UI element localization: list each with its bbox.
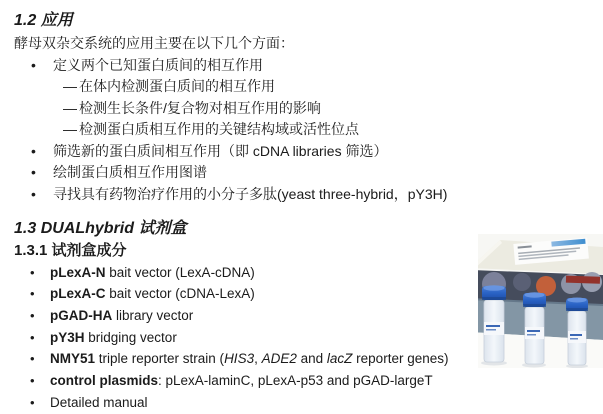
list-item-text xyxy=(53,184,447,206)
bullet-marker: • xyxy=(30,373,35,389)
list-item-text xyxy=(50,262,255,284)
vial-label xyxy=(568,331,586,343)
list-item xyxy=(14,392,596,414)
list-item-text xyxy=(50,370,433,392)
text-segment: 在体内检测蛋白质间的相互作用 xyxy=(79,78,275,95)
list-item xyxy=(14,119,596,141)
application-bullet-list xyxy=(14,55,596,206)
text-segment: 寻找具有药物治疗作用的小分子多肽(yeast three-hybrid，pY3H) xyxy=(53,186,448,203)
vial-3 xyxy=(566,298,588,366)
bullet-marker: — xyxy=(63,121,77,138)
text-segment: ADE2 xyxy=(261,351,297,367)
vial-2 xyxy=(523,292,546,364)
list-item-text xyxy=(50,392,148,414)
bullet-marker: • xyxy=(30,286,35,302)
text-segment: triple reporter strain ( xyxy=(95,351,225,367)
list-item-text xyxy=(50,327,177,349)
list-item-text xyxy=(50,305,193,327)
text-segment: lacZ xyxy=(326,351,353,367)
text-segment: bait vector (LexA-cDNA) xyxy=(105,264,255,280)
list-item-text xyxy=(79,76,275,98)
text-segment: HIS3 xyxy=(224,351,255,367)
text-segment: NMY51 xyxy=(50,351,96,367)
bullet-marker: • xyxy=(31,142,36,159)
list-item-text xyxy=(50,348,448,370)
bullet-marker: — xyxy=(63,99,77,116)
tube-top xyxy=(513,273,531,291)
list-item xyxy=(14,184,596,206)
bullet-marker: • xyxy=(30,351,35,367)
list-item xyxy=(14,162,596,184)
text-segment: 定义两个已知蛋白质间的相互作用 xyxy=(53,56,263,73)
list-item xyxy=(14,141,596,163)
section-heading-application: 1.2 应用 xyxy=(14,12,73,29)
text-segment: bait vector (cDNA-LexA) xyxy=(105,286,255,302)
list-item-text xyxy=(79,98,321,120)
red-tag xyxy=(566,276,600,284)
text-segment: : pLexA-laminC, pLexA-p53 and pGAD-largeT xyxy=(158,373,433,389)
vial-1 xyxy=(482,285,506,362)
text-segment: library vector xyxy=(112,308,194,324)
kit-product-photo xyxy=(478,234,603,368)
text-segment: 检测蛋白质相互作用的关键结构域或活性位点 xyxy=(79,121,359,138)
text-segment: bridging vector xyxy=(84,329,177,345)
text-segment: pY3H xyxy=(50,329,85,345)
text-segment: Detailed manual xyxy=(50,394,148,410)
text-segment: , xyxy=(254,351,262,367)
list-item xyxy=(14,98,596,120)
list-item xyxy=(14,370,596,392)
bullet-marker: — xyxy=(63,78,77,95)
text-segment: pLexA-C xyxy=(50,286,106,302)
text-segment: pGAD-HA xyxy=(50,308,113,324)
bullet-marker: • xyxy=(31,186,36,203)
list-item-text xyxy=(53,141,387,163)
application-intro-paragraph: 酵母双杂交系统的应用主要在以下几个方面： xyxy=(14,35,294,51)
text-segment: 检测生长条件/复合物对相互作用的影响 xyxy=(79,99,321,116)
list-item-text xyxy=(53,162,207,184)
vial-label xyxy=(484,322,504,335)
bullet-marker: • xyxy=(31,56,36,73)
section-heading-kit: 1.3 DUALhybrid 试剂盒 xyxy=(14,219,187,237)
bullet-marker: • xyxy=(30,264,35,280)
text-segment: pLexA-N xyxy=(50,264,106,280)
bullet-marker: • xyxy=(31,164,36,181)
list-item xyxy=(14,76,596,98)
section-subheading-kit-components: 1.3.1 试剂盒成分 xyxy=(14,241,127,259)
bullet-marker: • xyxy=(30,329,35,345)
list-item-text xyxy=(53,55,263,77)
list-item-text xyxy=(79,119,359,141)
list-item-text xyxy=(50,283,255,305)
text-segment: and xyxy=(296,351,327,367)
text-segment: 筛选新的蛋白质间相互作用（即 cDNA libraries 筛选） xyxy=(53,142,388,159)
kit-photo-illustration xyxy=(478,234,603,368)
vial-label xyxy=(525,327,544,339)
list-item xyxy=(14,55,596,77)
bullet-marker: • xyxy=(30,394,35,410)
text-segment: control plasmids xyxy=(50,373,159,389)
bullet-marker: • xyxy=(30,308,35,324)
text-segment: reporter genes) xyxy=(352,351,449,367)
text-segment: 绘制蛋白质相互作用图谱 xyxy=(53,164,207,181)
